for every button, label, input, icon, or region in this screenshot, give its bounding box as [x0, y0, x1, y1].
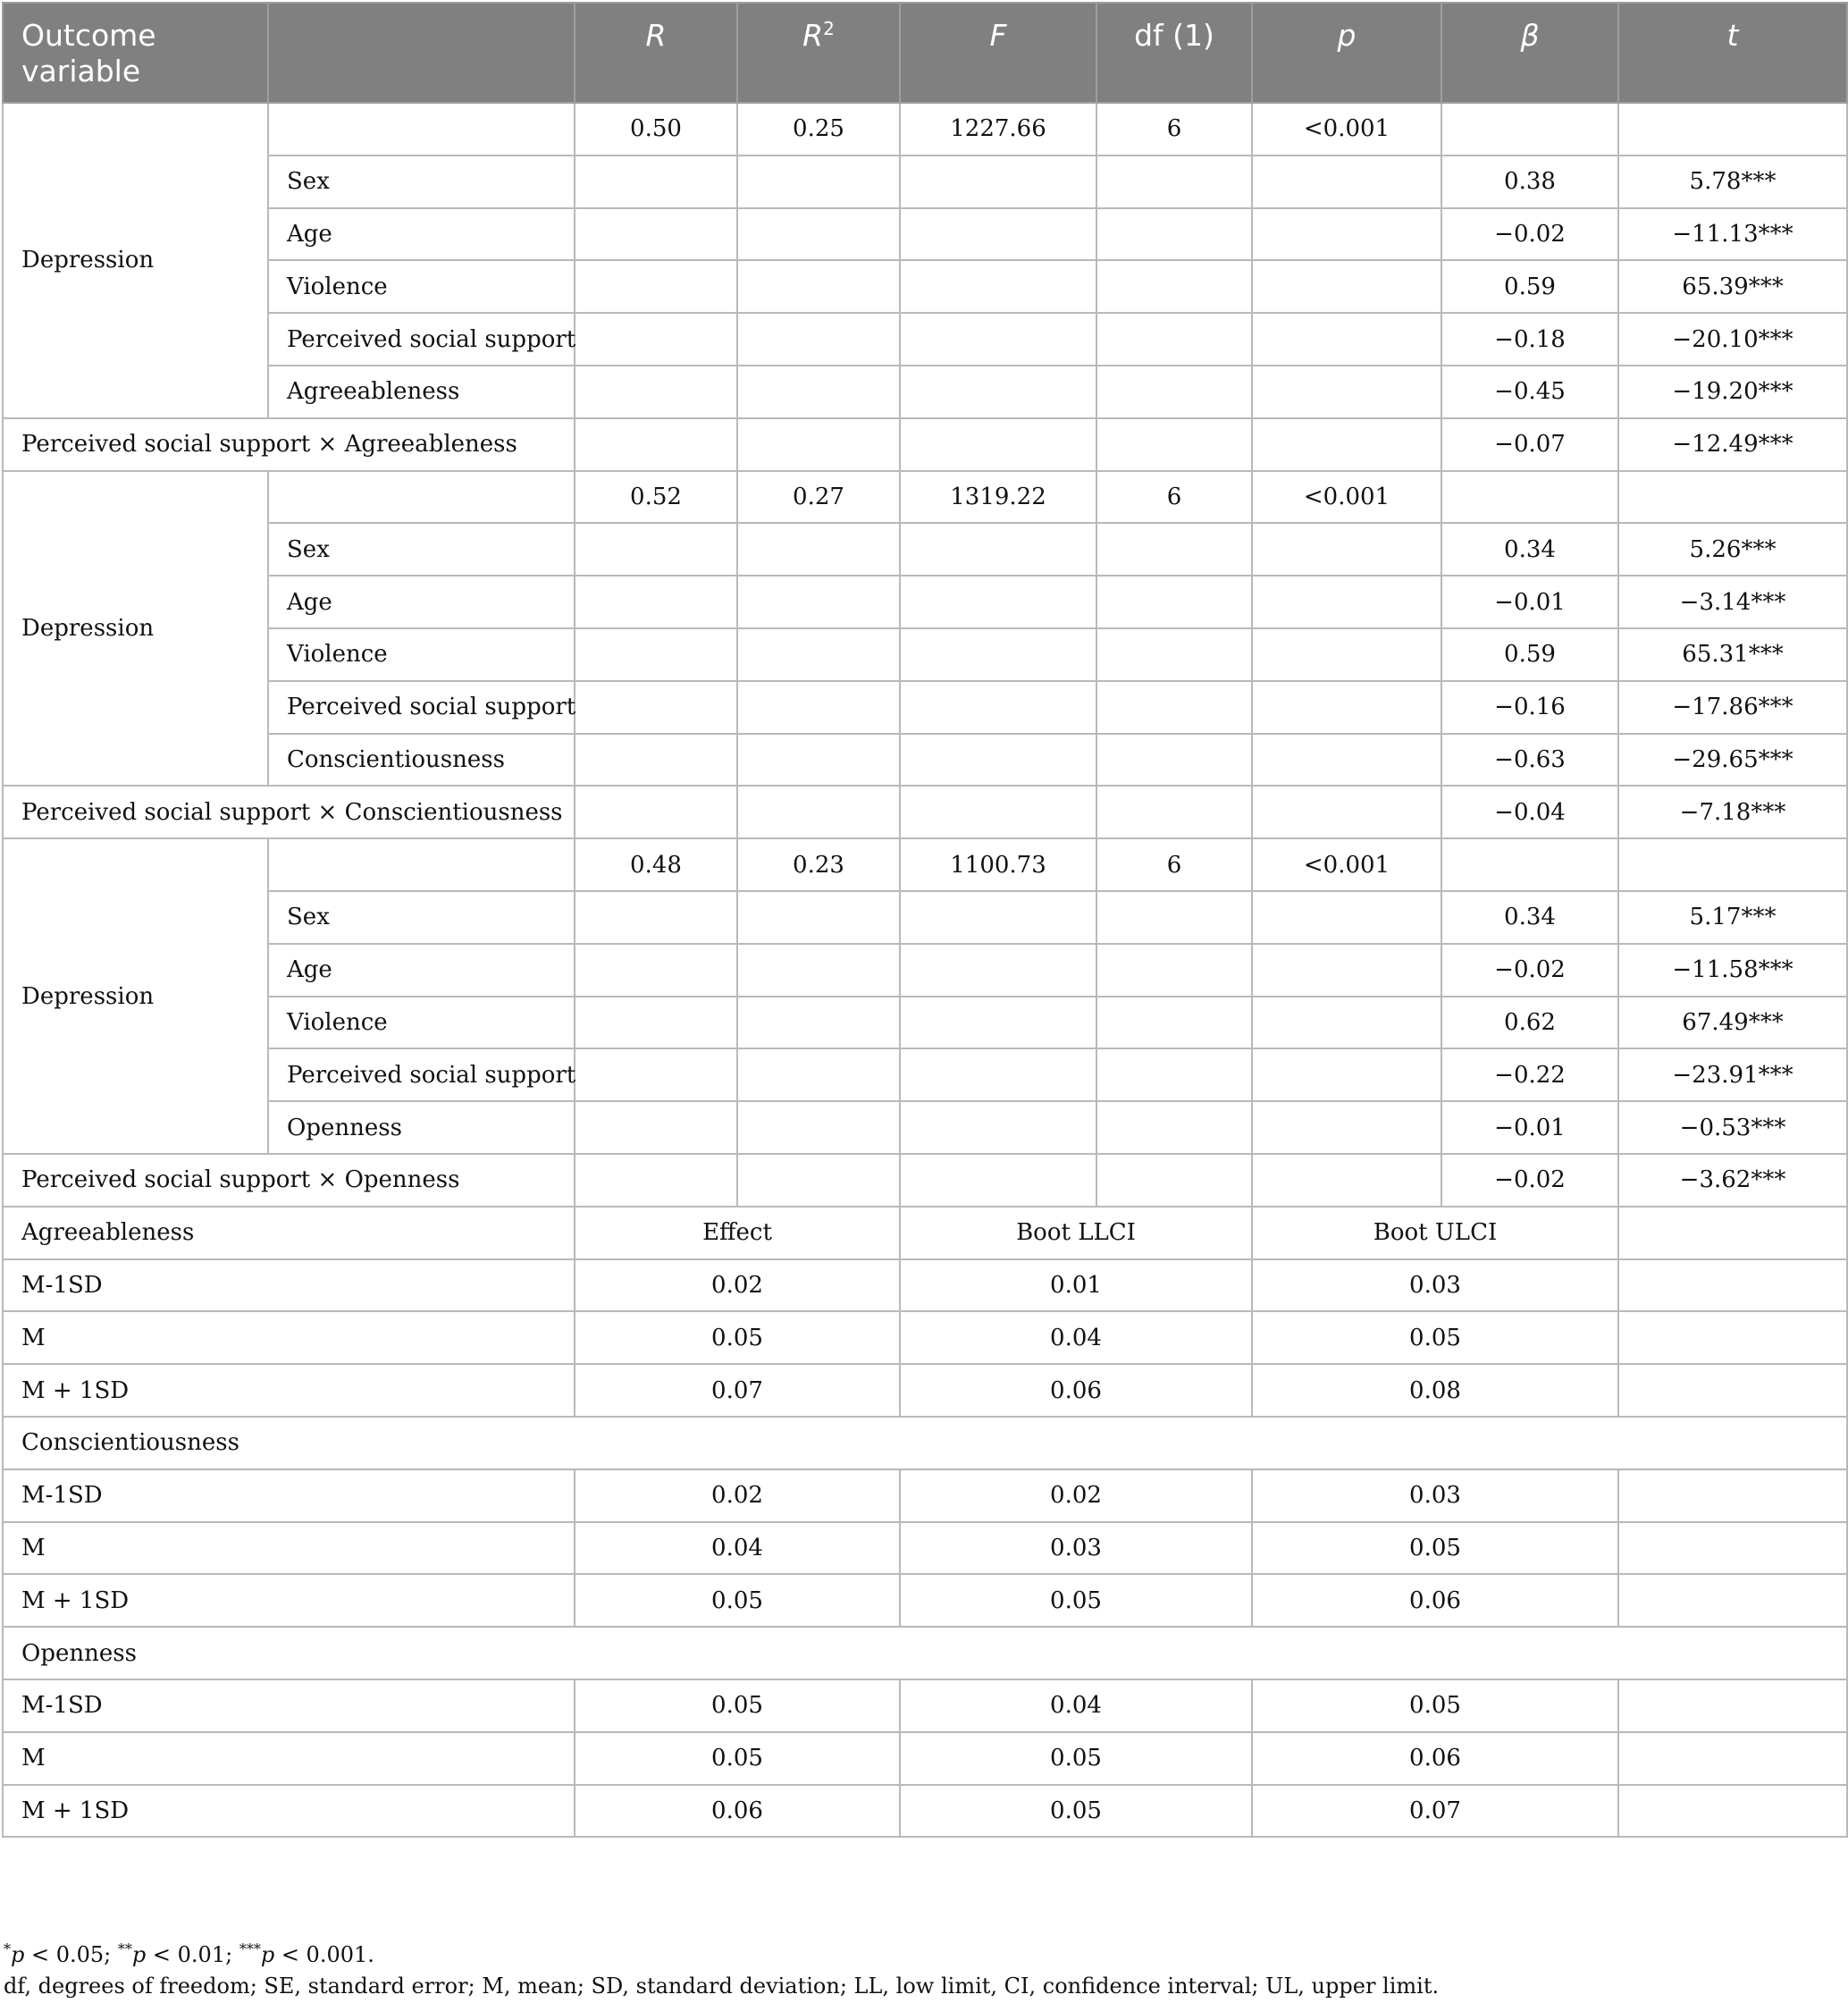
effect-level: M + 1SD: [3, 1574, 575, 1627]
predictor-name: Violence: [268, 260, 575, 313]
predictor-t: −23.91***: [1618, 1048, 1847, 1101]
predictor-t: −20.10***: [1618, 313, 1847, 366]
effect-level: M-1SD: [3, 1469, 575, 1522]
predictor-row: [3, 523, 1847, 576]
model-p: <0.001: [1252, 103, 1441, 156]
predictor-beta: 0.59: [1441, 628, 1618, 681]
effect-llci: 0.02: [900, 1469, 1252, 1522]
predictor-row: [3, 1048, 1847, 1101]
model-df: 6: [1096, 103, 1252, 156]
header-outcome: Outcome variable: [3, 3, 268, 103]
interaction-row: [3, 786, 1847, 838]
predictor-beta: −0.01: [1441, 1101, 1618, 1154]
model-outcome: Depression: [3, 838, 268, 1154]
effect-row: [3, 1679, 1847, 1732]
effect-llci: 0.04: [900, 1311, 1252, 1364]
predictor-beta: −0.02: [1441, 944, 1618, 997]
moderator-name: Conscientiousness: [3, 1417, 1847, 1469]
model-row: [3, 838, 1847, 891]
predictor-beta: −0.02: [1441, 208, 1618, 261]
predictor-t: −0.53***: [1618, 1101, 1847, 1154]
header-df: df (1): [1096, 3, 1252, 103]
predictor-row: [3, 576, 1847, 628]
predictor-row: [3, 208, 1847, 261]
effect-value: 0.02: [575, 1469, 900, 1522]
interaction-row: [3, 1154, 1847, 1207]
header-beta: β: [1441, 3, 1618, 103]
effect-row: [3, 1574, 1847, 1627]
predictor-row: [3, 366, 1847, 418]
effect-llci: 0.05: [900, 1574, 1252, 1627]
interaction-beta: −0.02: [1441, 1154, 1618, 1207]
effect-level: M: [3, 1732, 575, 1785]
predictor-beta: 0.34: [1441, 523, 1618, 576]
effect-ulci: 0.05: [1252, 1522, 1618, 1575]
header-row: [3, 3, 1847, 103]
interaction-name: Perceived social support × Openness: [3, 1154, 575, 1207]
predictor-name: Perceived social support: [268, 681, 575, 734]
moderator-row: [3, 1627, 1847, 1679]
effect-llci: 0.05: [900, 1732, 1252, 1785]
interaction-name: Perceived social support × Conscientiousness: [3, 786, 575, 838]
interaction-beta: −0.07: [1441, 418, 1618, 471]
moderator-name: Agreeableness: [3, 1207, 575, 1259]
predictor-beta: 0.34: [1441, 891, 1618, 944]
predictor-beta: −0.45: [1441, 366, 1618, 418]
regression-table: [2, 2, 1848, 1838]
predictor-beta: −0.22: [1441, 1048, 1618, 1101]
model-outcome: Depression: [3, 103, 268, 418]
predictor-beta: −0.01: [1441, 576, 1618, 628]
effects-header-llci: Boot LLCI: [900, 1207, 1252, 1259]
model-r2: 0.27: [737, 471, 900, 524]
effect-value: 0.07: [575, 1364, 900, 1417]
header-predictor: [268, 3, 575, 103]
effect-value: 0.05: [575, 1311, 900, 1364]
predictor-beta: −0.16: [1441, 681, 1618, 734]
predictor-row: [3, 734, 1847, 787]
effects-header-row: [3, 1207, 1847, 1259]
predictor-t: −11.58***: [1618, 944, 1847, 997]
predictor-name: Age: [268, 576, 575, 628]
model-df: 6: [1096, 471, 1252, 524]
predictor-t: −29.65***: [1618, 734, 1847, 787]
header-f: F: [900, 3, 1096, 103]
interaction-name: Perceived social support × Agreeableness: [3, 418, 575, 471]
abbreviation-note: df, degrees of freedom; SE, standard error; M, mean; SD, standard deviation; LL, low limit, CI, confidence interval; UL, upper limit.: [4, 1974, 1440, 1999]
model-f: 1100.73: [900, 838, 1096, 891]
header-r: R: [575, 3, 737, 103]
predictor-row: [3, 944, 1847, 997]
model-df: 6: [1096, 838, 1252, 891]
effect-level: M-1SD: [3, 1259, 575, 1312]
effect-level: M: [3, 1522, 575, 1575]
effect-ulci: 0.05: [1252, 1311, 1618, 1364]
predictor-t: 65.31***: [1618, 628, 1847, 681]
model-row: [3, 103, 1847, 156]
predictor-name: Perceived social support: [268, 313, 575, 366]
effect-llci: 0.03: [900, 1522, 1252, 1575]
predictor-t: −11.13***: [1618, 208, 1847, 261]
effect-ulci: 0.08: [1252, 1364, 1618, 1417]
model-r: 0.52: [575, 471, 737, 524]
model-f: 1319.22: [900, 471, 1096, 524]
predictor-name: Conscientiousness: [268, 734, 575, 787]
predictor-row: [3, 260, 1847, 313]
effect-ulci: 0.03: [1252, 1259, 1618, 1312]
effects-header-ulci: Boot ULCI: [1252, 1207, 1618, 1259]
effect-llci: 0.01: [900, 1259, 1252, 1312]
table-footnotes: [4, 1940, 1439, 2002]
predictor-t: −17.86***: [1618, 681, 1847, 734]
predictor-name: Openness: [268, 1101, 575, 1154]
effect-row: [3, 1732, 1847, 1785]
predictor-name: Violence: [268, 628, 575, 681]
effect-value: 0.04: [575, 1522, 900, 1575]
predictor-name: Perceived social support: [268, 1048, 575, 1101]
effect-ulci: 0.05: [1252, 1679, 1618, 1732]
effect-row: [3, 1259, 1847, 1312]
model-r2: 0.23: [737, 838, 900, 891]
effect-level: M + 1SD: [3, 1364, 575, 1417]
predictor-t: −19.20***: [1618, 366, 1847, 418]
predictor-beta: −0.18: [1441, 313, 1618, 366]
effect-value: 0.05: [575, 1574, 900, 1627]
predictor-row: [3, 997, 1847, 1049]
effect-value: 0.05: [575, 1732, 900, 1785]
significance-note: *p < 0.05; **p < 0.01; ***p < 0.001.: [4, 1940, 374, 1967]
interaction-beta: −0.04: [1441, 786, 1618, 838]
effect-row: [3, 1364, 1847, 1417]
interaction-t: −3.62***: [1618, 1154, 1847, 1207]
moderator-row: [3, 1417, 1847, 1469]
predictor-name: Sex: [268, 523, 575, 576]
predictor-row: [3, 313, 1847, 366]
predictor-row: [3, 681, 1847, 734]
interaction-t: −12.49***: [1618, 418, 1847, 471]
effect-level: M: [3, 1311, 575, 1364]
model-r2: 0.25: [737, 103, 900, 156]
interaction-t: −7.18***: [1618, 786, 1847, 838]
predictor-name: Agreeableness: [268, 366, 575, 418]
moderator-name: Openness: [3, 1627, 1847, 1679]
predictor-t: 5.17***: [1618, 891, 1847, 944]
effect-value: 0.02: [575, 1259, 900, 1312]
predictor-t: 67.49***: [1618, 997, 1847, 1049]
predictor-beta: 0.62: [1441, 997, 1618, 1049]
effect-ulci: 0.06: [1252, 1732, 1618, 1785]
model-row: [3, 471, 1847, 524]
predictor-row: [3, 628, 1847, 681]
effect-ulci: 0.03: [1252, 1469, 1618, 1522]
model-p: <0.001: [1252, 471, 1441, 524]
effect-llci: 0.05: [900, 1785, 1252, 1838]
effect-row: [3, 1469, 1847, 1522]
predictor-t: 5.78***: [1618, 156, 1847, 208]
header-r2: $R^2$: [737, 3, 900, 103]
effect-llci: 0.06: [900, 1364, 1252, 1417]
predictor-row: [3, 1101, 1847, 1154]
predictor-beta: −0.63: [1441, 734, 1618, 787]
effect-value: 0.05: [575, 1679, 900, 1732]
effect-row: [3, 1522, 1847, 1575]
predictor-row: [3, 156, 1847, 208]
effect-level: M-1SD: [3, 1679, 575, 1732]
effect-value: 0.06: [575, 1785, 900, 1838]
effect-ulci: 0.07: [1252, 1785, 1618, 1838]
predictor-name: Age: [268, 944, 575, 997]
predictor-name: Violence: [268, 997, 575, 1049]
model-r: 0.48: [575, 838, 737, 891]
predictor-t: 65.39***: [1618, 260, 1847, 313]
predictor-name: Age: [268, 208, 575, 261]
predictor-name: Sex: [268, 891, 575, 944]
predictor-row: [3, 891, 1847, 944]
predictor-beta: 0.38: [1441, 156, 1618, 208]
header-p: p: [1252, 3, 1441, 103]
effect-row: [3, 1311, 1847, 1364]
predictor-t: −3.14***: [1618, 576, 1847, 628]
model-r: 0.50: [575, 103, 737, 156]
effect-ulci: 0.06: [1252, 1574, 1618, 1627]
model-p: <0.001: [1252, 838, 1441, 891]
effect-row: [3, 1785, 1847, 1838]
predictor-t: 5.26***: [1618, 523, 1847, 576]
effect-level: M + 1SD: [3, 1785, 575, 1838]
header-t: t: [1618, 3, 1847, 103]
predictor-name: Sex: [268, 156, 575, 208]
model-f: 1227.66: [900, 103, 1096, 156]
effects-header-effect: Effect: [575, 1207, 900, 1259]
model-outcome: Depression: [3, 471, 268, 787]
effect-llci: 0.04: [900, 1679, 1252, 1732]
interaction-row: [3, 418, 1847, 471]
predictor-beta: 0.59: [1441, 260, 1618, 313]
